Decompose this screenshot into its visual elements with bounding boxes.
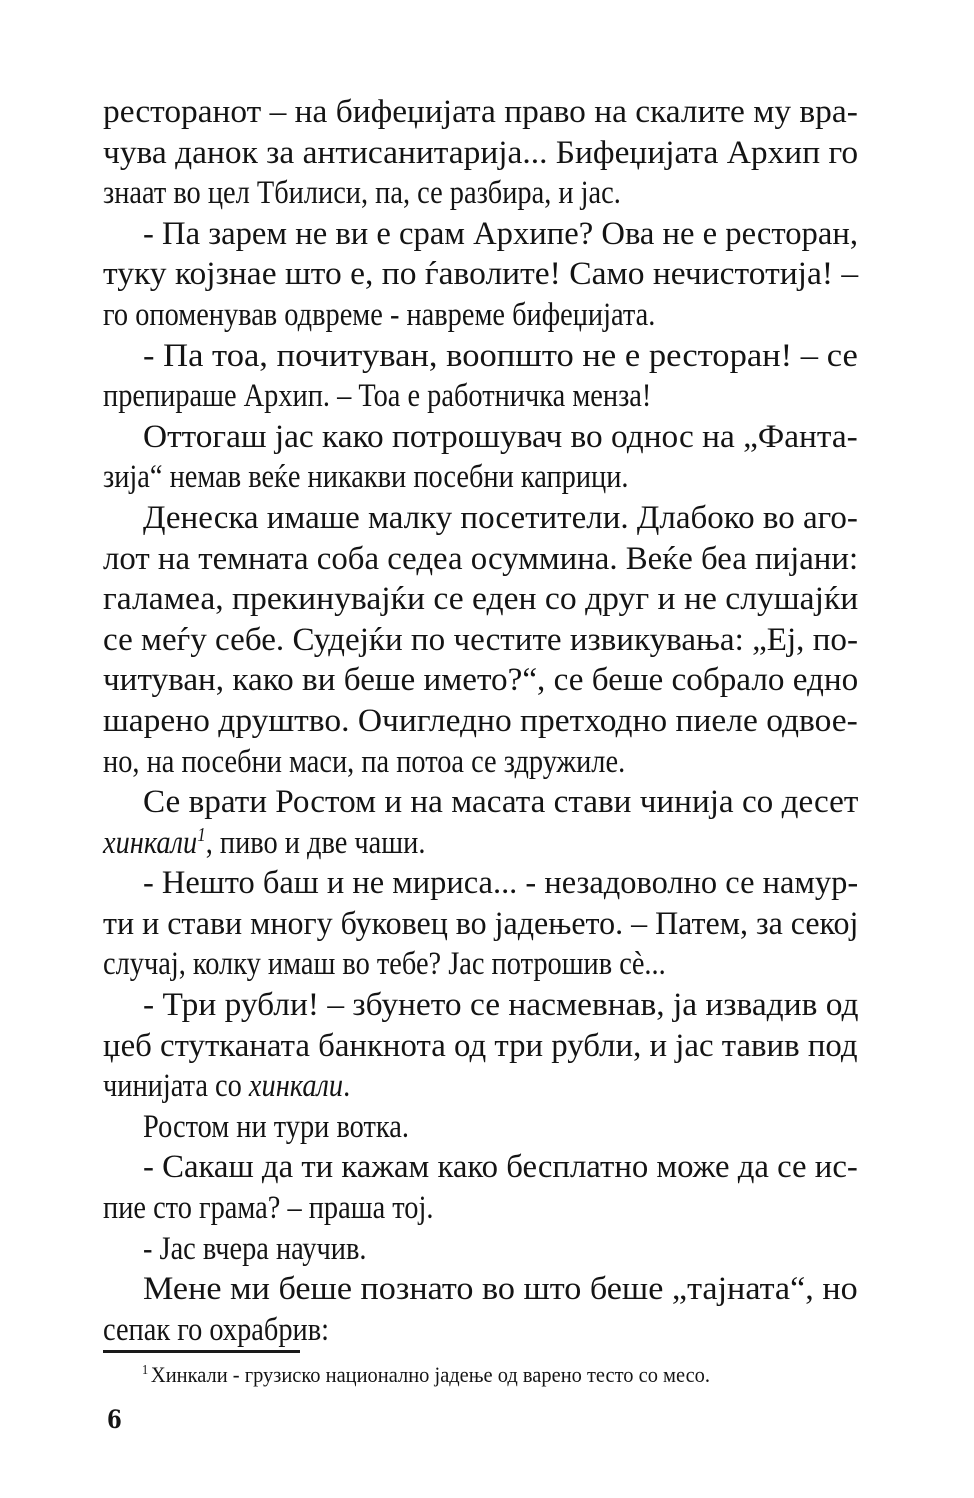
text-line: Денеска имаше малку посетители. Длабоко во аго- — [143, 499, 858, 536]
text-line: - Три рубли! – збунето се насмевнав, ја извадив од — [143, 987, 859, 1024]
text-line: ти и стави многу буковец во јадењето. – Патем, за секој — [103, 905, 859, 942]
footnote-marker: 1 — [142, 1362, 149, 1378]
text-line: Се врати Ростом и на масата стави чинија со десет — [143, 784, 859, 821]
text-line: сепак го охрабрив: — [103, 1311, 329, 1348]
italic-term: хинкали — [248, 1068, 344, 1105]
footnote-text: Хинкали - грузиско национално јадење од варено тесто со месо. — [150, 1362, 711, 1387]
footnote-separator — [103, 1350, 300, 1353]
page-number: 6 — [107, 1405, 122, 1434]
text-line: Ростом ни тури вотка. — [143, 1108, 409, 1145]
text-line: но, на посебни маси, па потоа се здружиле. — [103, 743, 626, 780]
text-line: Мене ми беше познато во што беше „тајната“, но — [143, 1271, 858, 1308]
body-text — [103, 92, 858, 1350]
text-line: галамеа, прекинувајќи се еден со друг и не слушајќи — [103, 581, 859, 618]
text-line: случај, колку имаш во тебе? Јас потрошив сѐ... — [103, 946, 666, 983]
text-line: чинијата со хинкали. — [103, 1068, 351, 1105]
text-line: пие сто грама? – праша тој. — [103, 1190, 434, 1227]
text-line: џеб стутканата банкнота од три рубли, и јас тавив под — [103, 1027, 858, 1064]
text-line: го опоменував одвреме - навреме бифеџијата. — [103, 296, 656, 333]
text-line: - Нешто баш и не мириса... - незадоволно се намур- — [143, 865, 859, 902]
text-line: - Јас вчера научив. — [143, 1230, 367, 1267]
text-line: ресторанот – на бифеџијата право на скалите му вра- — [103, 94, 858, 130]
text-line: Оттогаш јас како потрошувач во однос на „Фанта- — [143, 418, 858, 455]
text-line: туку којзнае што е, по ѓаволите! Само нечистотија! – — [103, 256, 859, 293]
text-line: - Па тоа, почитуван, воопшто не е ресторан! – се — [143, 337, 858, 374]
footnote-ref[interactable]: 1 — [197, 823, 206, 846]
text-line: знаат во цел Тбилиси, па, се разбира, и јас. — [103, 175, 621, 212]
text-line: лот на темната соба седеа осуммина. Веќе беа пијани: — [103, 540, 859, 577]
italic-term: хинкали — [103, 824, 198, 861]
text-line: препираше Архип. – Тоа е работничка менза! — [103, 378, 652, 415]
text-line: - Сакаш да ти кажам како бесплатно може да се ис- — [143, 1149, 858, 1186]
text-line: читуван, како ви беше името?“, се беше собрало едно — [103, 662, 859, 699]
text-line: хинкали$^1$, пиво и две чаши. — [103, 823, 426, 861]
footnote — [142, 1360, 793, 1390]
text-line: зија“ немав веќе никакви посебни каприци. — [103, 459, 629, 496]
text-line: шарено друштво. Очигледно претходно пиеле одвое- — [103, 702, 858, 739]
text-line: - Па зарем не ви е срам Архипе? Ова не е ресторан, — [143, 215, 858, 252]
text-line: чува данок за антисанитарија... Бифеџијата Архип го — [103, 134, 859, 171]
text-line: се меѓу себе. Судејќи по честите извикувања: „Еј, по- — [103, 621, 858, 658]
